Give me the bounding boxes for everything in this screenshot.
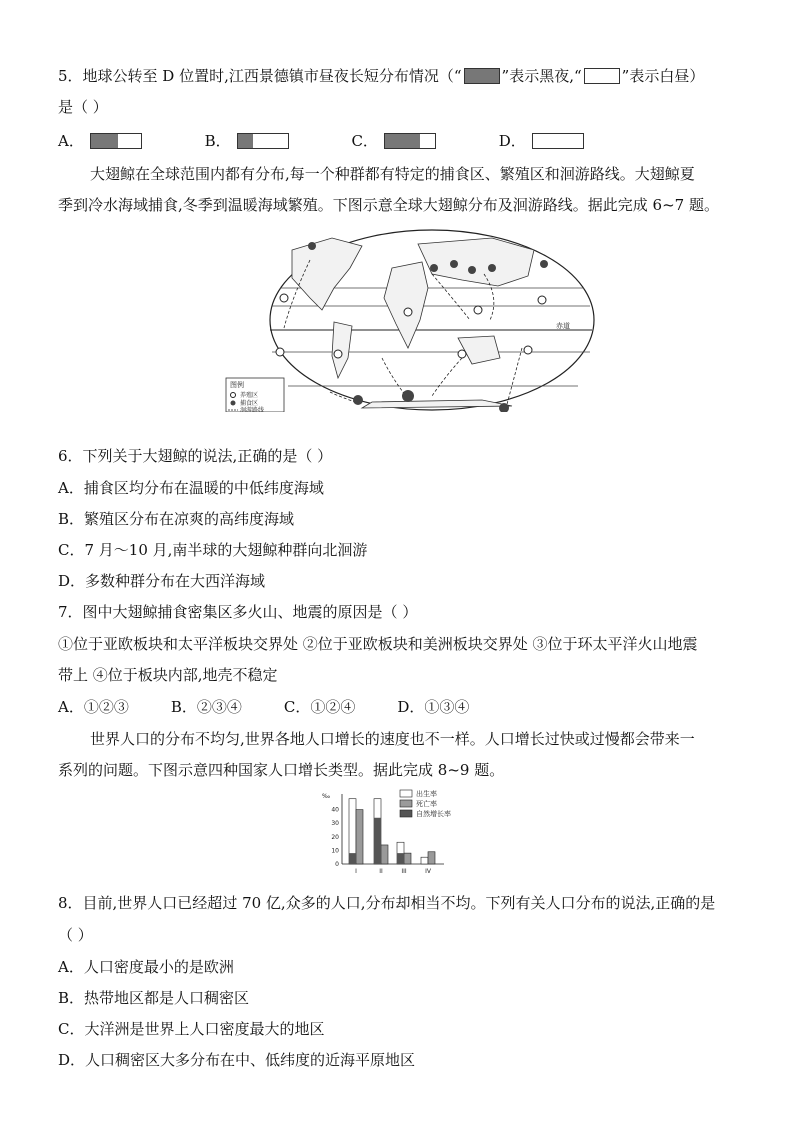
passage1-line2: 季到冷水海域捕食,冬季到温暖海域繁殖。下图示意全球大翅鲸分布及洄游路线。据此完成 6~7 题。 xyxy=(58,196,719,214)
q6-option-a[interactable]: A．捕食区均分布在温暖的中低纬度海域 xyxy=(58,479,324,497)
q8-option-c[interactable]: C．大洋洲是世界上人口密度最大的地区 xyxy=(58,1020,325,1038)
y-tick-label: 20 xyxy=(331,833,339,841)
legend-label: 死亡率 xyxy=(416,800,437,808)
population-chart xyxy=(320,788,490,876)
birth-rate-bar xyxy=(421,857,428,864)
y-axis-unit-label: ‰ xyxy=(322,793,331,800)
death-rate-bar xyxy=(356,810,363,864)
passage2-line2: 系列的问题。下图示意四种国家人口增长类型。据此完成 8~9 题。 xyxy=(58,761,505,779)
legend-title: 图例 xyxy=(230,381,244,389)
breeding-area-marker xyxy=(334,350,342,358)
q7-stem: 7．图中大翅鲸捕食密集区多火山、地震的原因是（ ） xyxy=(58,603,418,621)
q5-option-c-label: C． xyxy=(351,132,378,150)
day-swatch xyxy=(584,68,620,84)
q7-option-a[interactable]: A．①②③ xyxy=(58,698,129,716)
breeding-area-marker xyxy=(280,294,288,302)
q6-option-c[interactable]: C．7 月～10 月,南半球的大翅鲸种群向北洄游 xyxy=(58,541,368,559)
q5-option-b-night-fill xyxy=(238,134,253,148)
q5-option-c[interactable] xyxy=(351,131,435,151)
feeding-area-marker xyxy=(468,266,476,274)
legend-label: 出生率 xyxy=(416,790,437,798)
q5-stem-part-a: 5．地球公转至 D 位置时,江西景德镇市昼夜长短分布情况（“ xyxy=(58,67,462,85)
breeding-area-marker xyxy=(276,348,284,356)
q7-options xyxy=(58,697,527,717)
death-rate-bar xyxy=(404,853,411,864)
breeding-area-marker xyxy=(524,346,532,354)
q6-stem: 6．下列关于大翅鲸的说法,正确的是（ ） xyxy=(58,447,333,465)
q5-stem-part-b: ”表示黑夜,“ xyxy=(501,67,582,85)
whale-map xyxy=(222,228,596,412)
passage2-line1: 世界人口的分布不均匀,世界各地人口增长的速度也不一样。人口增长过快或过慢都会带来一 xyxy=(90,730,695,748)
y-tick-label: 30 xyxy=(331,820,339,828)
death-rate-bar xyxy=(428,852,435,864)
natural-growth-bar xyxy=(374,818,381,864)
equator-label: 赤道 xyxy=(556,322,570,330)
q5-stem-part-c: ”表示白昼） xyxy=(621,67,705,85)
feeding-area-marker xyxy=(540,260,548,268)
passage1-line1: 大翅鲸在全球范围内都有分布,每一个种群都有特定的捕食区、繁殖区和洄游路线。大翅鲸夏 xyxy=(90,165,695,183)
q5-stem-line1 xyxy=(58,66,704,86)
legend-route-label: 洄游路线 xyxy=(240,407,265,412)
legend-feeding-icon xyxy=(231,401,236,406)
feeding-area-marker xyxy=(488,264,496,272)
q5-option-b[interactable] xyxy=(205,131,289,151)
breeding-area-marker xyxy=(458,350,466,358)
natural-growth-bar xyxy=(397,853,404,864)
breeding-area-marker xyxy=(474,306,482,314)
q6-option-b[interactable]: B．繁殖区分布在凉爽的高纬度海域 xyxy=(58,510,295,528)
breeding-area-marker xyxy=(404,308,412,316)
death-rate-bar xyxy=(381,845,388,864)
q5-option-d[interactable] xyxy=(499,131,584,151)
feeding-area-marker xyxy=(402,390,414,402)
q8-option-b[interactable]: B．热带地区都是人口稠密区 xyxy=(58,989,250,1007)
legend-breeding-icon xyxy=(231,393,236,398)
whale-map-figure xyxy=(222,228,596,416)
natural-growth-bar xyxy=(349,853,356,864)
breeding-area-marker xyxy=(538,296,546,304)
q5-option-a[interactable] xyxy=(58,131,142,151)
q5-options xyxy=(58,131,642,151)
q8-option-a[interactable]: A．人口密度最小的是欧洲 xyxy=(58,958,234,976)
x-category-label: III xyxy=(401,868,407,875)
q8-stem-line1: 8．目前,世界人口已经超过 70 亿,众多的人口,分布却相当不均。下列有关人口分布的说法,正确的是 xyxy=(58,894,716,912)
feeding-area-marker xyxy=(430,264,438,272)
q5-option-c-night-fill xyxy=(385,134,420,148)
q8-option-d[interactable]: D．人口稠密区大多分布在中、低纬度的近海平原地区 xyxy=(58,1051,416,1069)
q5-option-a-bar xyxy=(90,133,142,149)
legend-swatch xyxy=(400,810,412,817)
q5-stem-line2: 是（ ） xyxy=(58,98,108,116)
legend-swatch xyxy=(400,800,412,807)
q7-option-b[interactable]: B．②③④ xyxy=(170,698,242,716)
legend-breeding-label: 养殖区 xyxy=(240,392,259,399)
population-chart-figure xyxy=(320,788,490,880)
legend-feeding-label: 捕食区 xyxy=(240,400,259,407)
q5-option-d-label: D． xyxy=(498,132,526,150)
q7-choices-line2: 带上 ④位于板块内部,地壳不稳定 xyxy=(58,666,278,684)
x-category-label: I xyxy=(355,868,357,875)
x-category-label: IV xyxy=(425,868,431,875)
legend-swatch xyxy=(400,790,412,797)
q5-option-b-bar xyxy=(237,133,289,149)
feeding-area-marker xyxy=(353,395,363,405)
q5-option-a-label: A． xyxy=(58,132,84,150)
legend-label: 自然增长率 xyxy=(416,810,451,818)
feeding-area-marker xyxy=(308,242,316,250)
night-swatch xyxy=(464,68,500,84)
q7-choices-line1: ①位于亚欧板块和太平洋板块交界处 ②位于亚欧板块和美洲板块交界处 ③位于环太平洋火山地震 xyxy=(58,635,698,653)
q6-option-d[interactable]: D．多数种群分布在大西洋海域 xyxy=(58,572,266,590)
q5-option-a-night-fill xyxy=(91,134,119,148)
q5-option-b-label: B． xyxy=(204,132,231,150)
y-tick-label: 40 xyxy=(331,806,339,814)
x-category-label: II xyxy=(379,868,383,875)
q5-option-d-bar xyxy=(532,133,584,149)
q7-option-d[interactable]: D．①③④ xyxy=(397,698,470,716)
y-tick-label: 0 xyxy=(335,861,339,868)
q8-stem-line2: （ ） xyxy=(58,926,93,944)
q5-option-c-bar xyxy=(384,133,436,149)
feeding-area-marker xyxy=(450,260,458,268)
y-tick-label: 10 xyxy=(331,847,339,855)
q7-option-c[interactable]: C．①②④ xyxy=(283,698,356,716)
